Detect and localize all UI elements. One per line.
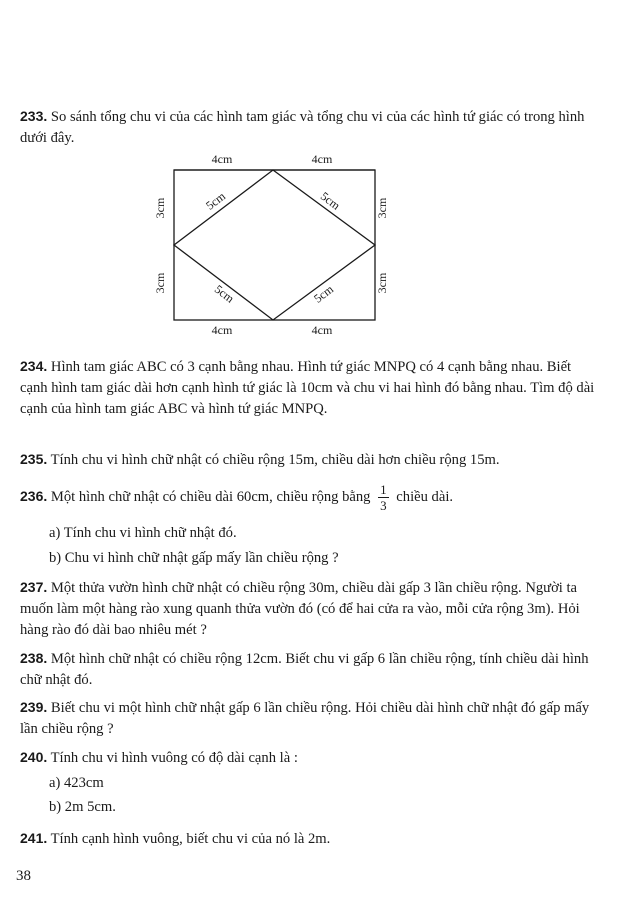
problem-text: Hình tam giác ABC có 3 cạnh bằng nhau. Hình tứ giác MNPQ có 4 cạnh bằng nhau. Biết cạnh hình tam giác dài hơn cạnh hình tứ giác là 10cm và chu vi hai hình đó bằng nhau. Tìm độ dài cạnh của hình tam giác ABC và hình tứ giác MNPQ. <box>20 359 595 417</box>
geometry-figure <box>150 150 395 340</box>
problem-number: 235. <box>20 451 48 467</box>
label-bottom-right: 4cm <box>311 323 333 337</box>
problem-235 <box>20 449 595 471</box>
label-diag-upper-left: 5cm <box>203 188 229 213</box>
problem-236 <box>20 482 595 513</box>
label-left-upper: 3cm <box>153 197 167 219</box>
problem-240-part-b: b) 2m 5cm. <box>49 799 116 815</box>
problem-239 <box>20 697 595 740</box>
problem-number: 237. <box>20 579 48 595</box>
label-diag-lower-left: 5cm <box>211 281 237 306</box>
label-left-lower: 3cm <box>153 272 167 294</box>
problem-number: 238. <box>20 650 48 666</box>
problem-text: Một thửa vườn hình chữ nhật có chiều rộng 30m, chiều dài gấp 3 lần chiều rộng. Người ta muốn làm một hàng rào xung quanh thửa vườn đó (có để hai cửa ra vào, mỗi cửa rộng 3m). Hỏi hàng rào đó dài bao nhiêu mét ? <box>20 580 580 638</box>
inner-rhombus <box>174 170 375 320</box>
problem-240-part-a: a) 423cm <box>49 775 104 791</box>
label-diag-upper-right: 5cm <box>317 188 343 213</box>
problem-234 <box>20 356 595 420</box>
problem-text: Tính chu vi hình vuông có độ dài cạnh là : <box>50 750 298 766</box>
label-diag-lower-right: 5cm <box>311 281 337 306</box>
problem-number: 239. <box>20 699 48 715</box>
problem-241 <box>20 828 595 850</box>
problem-text-before: Một hình chữ nhật có chiều dài 60cm, chiều rộng bằng <box>50 488 371 505</box>
problem-number: 241. <box>20 830 48 846</box>
problem-number: 240. <box>20 749 48 765</box>
problem-number: 236. <box>20 487 48 504</box>
problem-240 <box>20 747 595 769</box>
fraction <box>378 482 389 513</box>
label-top-right: 4cm <box>311 152 333 166</box>
problem-236-part-b: b) Chu vi hình chữ nhật gấp mấy lần chiều rộng ? <box>49 550 339 566</box>
label-right-upper: 3cm <box>375 197 389 219</box>
outer-rectangle <box>174 170 375 320</box>
problem-text: Tính chu vi hình chữ nhật có chiều rộng 15m, chiều dài hơn chiều rộng 15m. <box>50 452 500 468</box>
problem-233 <box>20 106 595 149</box>
page-number: 38 <box>16 868 31 884</box>
label-bottom-left: 4cm <box>211 323 233 337</box>
problem-text: Biết chu vi một hình chữ nhật gấp 6 lần chiều rộng. Hỏi chiều dài hình chữ nhật đó gấp mấy lần chiều rộng ? <box>20 700 590 737</box>
fraction-numerator: 1 <box>380 482 387 497</box>
problem-number: 233. <box>20 108 48 124</box>
fraction-denominator: 3 <box>380 498 387 513</box>
label-top-left: 4cm <box>211 152 233 166</box>
problem-number: 234. <box>20 358 48 374</box>
problem-236-part-a: a) Tính chu vi hình chữ nhật đó. <box>49 525 237 541</box>
problem-238 <box>20 648 595 691</box>
problem-text-after: chiều dài. <box>396 488 454 505</box>
problem-text: Một hình chữ nhật có chiều rộng 12cm. Biết chu vi gấp 6 lần chiều rộng, tính chiều dài hình chữ nhật đó. <box>20 651 589 688</box>
problem-text: So sánh tổng chu vi của các hình tam giác và tổng chu vi của các hình tứ giác có trong hình dưới đây. <box>20 109 585 146</box>
problem-text: Tính cạnh hình vuông, biết chu vi của nó là 2m. <box>50 831 331 847</box>
label-right-lower: 3cm <box>375 272 389 294</box>
problem-237 <box>20 577 595 641</box>
